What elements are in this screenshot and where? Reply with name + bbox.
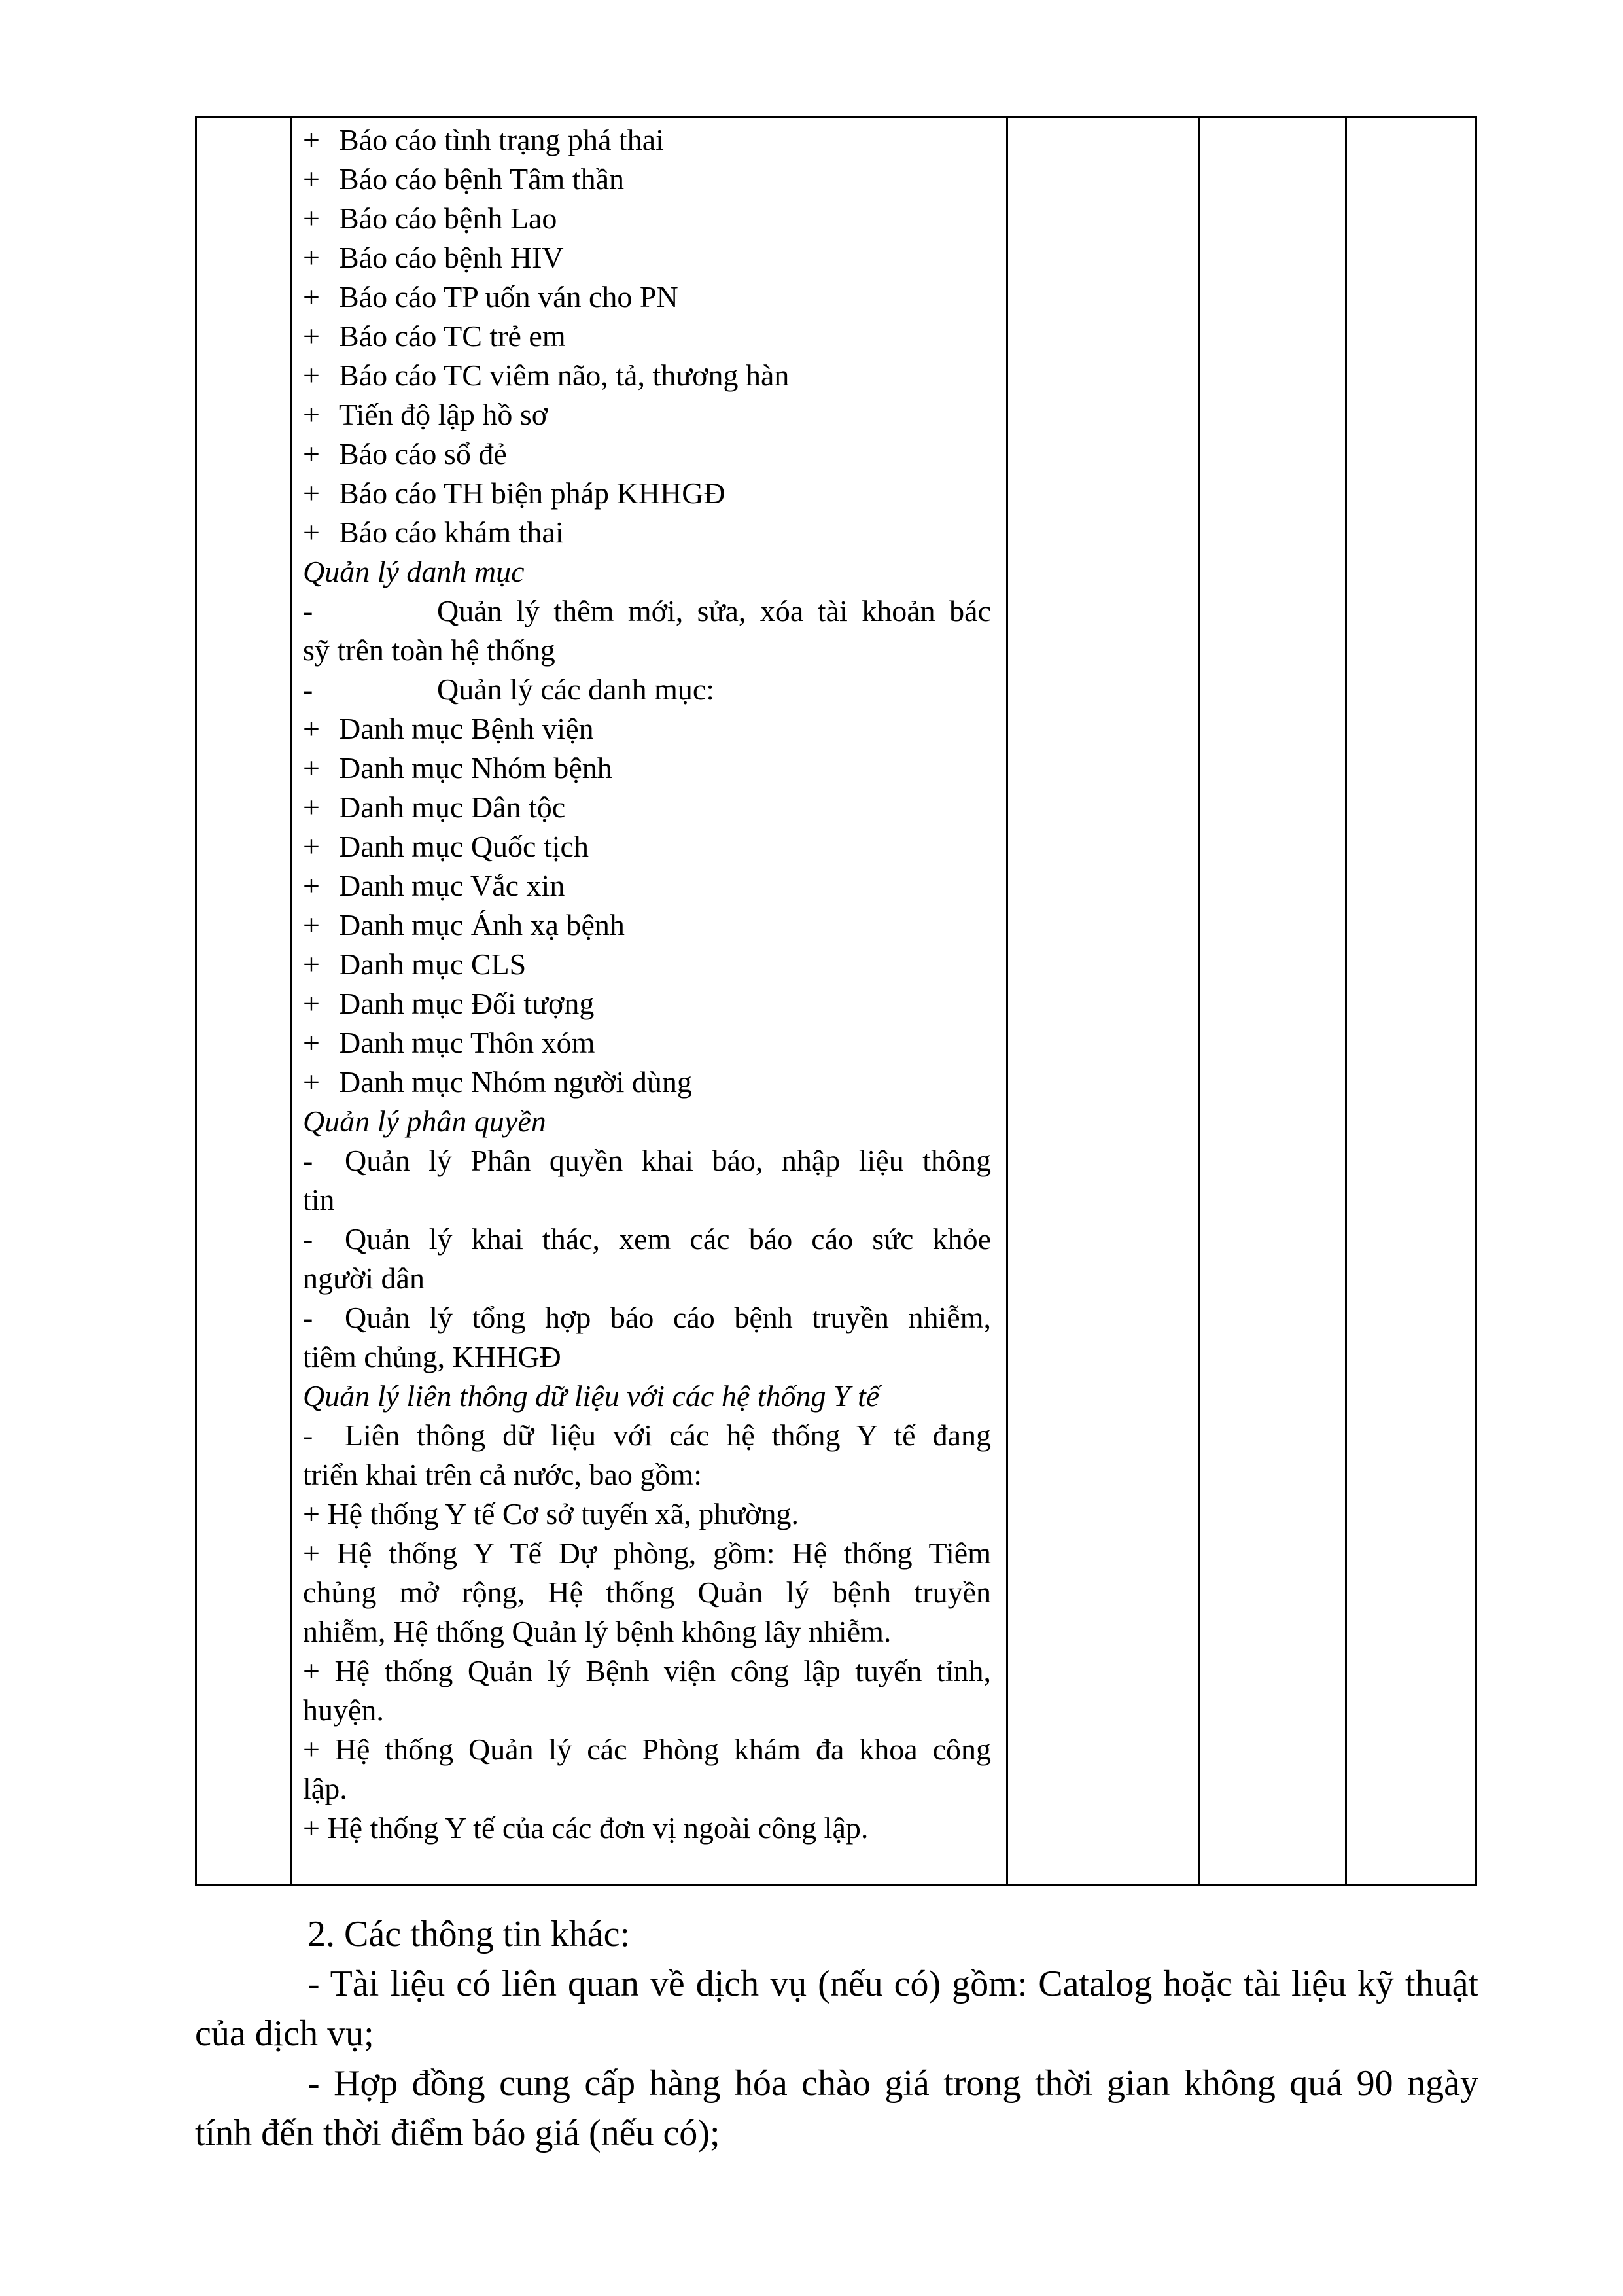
plus-bullet: + [303, 712, 320, 745]
report-list-item-text: Báo cáo khám thai [339, 516, 564, 549]
catalog-list-item-text: Danh mục Dân tộc [339, 790, 566, 824]
report-list-item [303, 277, 991, 317]
catalog-dash-line-text: Quản lý thêm mới, sửa, xóa tài khoản bác [437, 594, 991, 627]
report-list-item-text: Báo cáo TC trẻ em [339, 319, 566, 353]
catalog-list-item [303, 827, 991, 866]
report-list-item [303, 356, 991, 395]
plus-bullet: + [303, 751, 320, 785]
report-list-item [303, 395, 991, 434]
section2-para1-line2: của dịch vụ; [195, 2013, 374, 2054]
report-list-item-text: Báo cáo tình trạng phá thai [339, 123, 664, 156]
catalog-dash-line-text: Quản lý các danh mục: [437, 673, 715, 706]
link-system-item-cont: nhiễm, Hệ thống Quản lý bệnh không lây nhiễm. [303, 1615, 892, 1648]
catalog-section-heading: Quản lý danh mục [303, 555, 525, 588]
link-section-heading: Quản lý liên thông dữ liệu với các hệ thống Y tế [303, 1379, 880, 1413]
plus-bullet: + [303, 359, 320, 392]
permission-item-cont: tiêm chủng, KHHGĐ [303, 1340, 561, 1373]
report-list-item-text: Báo cáo TC viêm não, tả, thương hàn [339, 359, 790, 392]
catalog-list-item [303, 945, 991, 984]
section2-title: 2. Các thông tin khác: [307, 1914, 631, 1954]
section2-para2-line2: tính đến thời điểm báo giá (nếu có); [195, 2113, 720, 2153]
plus-bullet: + [303, 398, 320, 431]
report-list-item [303, 199, 991, 238]
plus-bullet: + [303, 123, 320, 156]
catalog-list-item [303, 866, 991, 906]
plus-bullet: + [303, 908, 320, 942]
catalog-list-item-text: Danh mục Nhóm người dùng [339, 1065, 692, 1099]
plus-bullet: + [303, 476, 320, 510]
plus-bullet: + [303, 790, 320, 824]
catalog-list-item-text: Danh mục Đối tượng [339, 987, 595, 1020]
catalog-list-item [303, 984, 991, 1023]
plus-bullet: + [303, 1065, 320, 1099]
plus-bullet: + [303, 241, 320, 274]
requirements-table [195, 116, 1477, 1886]
link-system-item: + Hệ thống Y tế của các đơn vị ngoài công lập. [303, 1811, 869, 1845]
catalog-list-item [303, 709, 991, 749]
column-divider-3 [1198, 118, 1200, 1884]
section2-para1-line1: - Tài liệu có liên quan về dịch vụ (nếu có) gồm: Catalog hoặc tài liệu kỹ thuật [307, 1964, 1478, 2004]
report-list-item-text: Báo cáo bệnh Tâm thần [339, 162, 625, 196]
permission-item-text: Quản lý khai thác, xem các báo cáo sức khỏe [345, 1222, 991, 1256]
dash-bullet: - [303, 1222, 313, 1256]
section2-para2-line1: - Hợp đồng cung cấp hàng hóa chào giá trong thời gian không quá 90 ngày [307, 2063, 1478, 2104]
report-list-item [303, 434, 991, 474]
report-list-item-text: Báo cáo bệnh HIV [339, 241, 564, 274]
plus-bullet: + [303, 1026, 320, 1059]
link-system-item-cont: huyện. [303, 1693, 384, 1727]
dash-bullet: - [303, 1301, 313, 1334]
dash-bullet: - [303, 594, 313, 627]
report-list-item-text: Báo cáo TH biện pháp KHHGĐ [339, 476, 725, 510]
permission-item [303, 1298, 991, 1337]
plus-bullet: + [303, 947, 320, 981]
catalog-list-item-text: Danh mục Bệnh viện [339, 712, 594, 745]
report-list-item [303, 317, 991, 356]
report-list-item-text: Báo cáo TP uốn ván cho PN [339, 280, 678, 313]
catalog-list-item-text: Danh mục Ánh xạ bệnh [339, 908, 625, 942]
plus-bullet: + [303, 830, 320, 863]
link-system-item: + Hệ thống Y tế Cơ sở tuyến xã, phường. [303, 1497, 799, 1530]
plus-bullet: + [303, 319, 320, 353]
report-list-item-text: Báo cáo bệnh Lao [339, 202, 557, 235]
catalog-list-item [303, 906, 991, 945]
column-divider-1 [290, 118, 292, 1884]
catalog-list-item-text: Danh mục Nhóm bệnh [339, 751, 612, 785]
report-list-item [303, 238, 991, 277]
plus-bullet: + [303, 162, 320, 196]
link-system-item: + Hệ thống Quản lý Bệnh viện công lập tuyến tỉnh, [303, 1654, 991, 1687]
catalog-dash-line [303, 670, 991, 709]
report-list-item [303, 160, 991, 199]
catalog-list-item-text: Danh mục Vắc xin [339, 869, 565, 902]
link-system-item: + Hệ thống Y Tế Dự phòng, gồm: Hệ thống Tiêm [303, 1536, 991, 1570]
link-item-text: Liên thông dữ liệu với các hệ thống Y tế đang [345, 1419, 991, 1452]
report-list-item [303, 474, 991, 513]
link-item-cont: triển khai trên cả nước, bao gồm: [303, 1458, 702, 1491]
report-list-item [303, 513, 991, 552]
plus-bullet: + [303, 437, 320, 470]
catalog-list-item [303, 788, 991, 827]
catalog-dash-line-cont: sỹ trên toàn hệ thống [303, 633, 555, 667]
catalog-list-item [303, 749, 991, 788]
plus-bullet: + [303, 202, 320, 235]
dash-bullet: - [303, 1419, 313, 1452]
catalog-list-item [303, 1023, 991, 1063]
link-item [303, 1416, 991, 1455]
catalog-list-item-text: Danh mục CLS [339, 947, 527, 981]
catalog-list-item-text: Danh mục Quốc tịch [339, 830, 589, 863]
permission-item [303, 1141, 991, 1180]
dash-bullet: - [303, 1144, 313, 1177]
dash-bullet: - [303, 673, 313, 706]
permission-section-heading: Quản lý phân quyền [303, 1104, 546, 1138]
plus-bullet: + [303, 987, 320, 1020]
permission-item-cont: tin [303, 1183, 335, 1216]
permission-item-text: Quản lý tổng hợp báo cáo bệnh truyền nhiễm, [345, 1301, 991, 1334]
plus-bullet: + [303, 280, 320, 313]
catalog-list-item-text: Danh mục Thôn xóm [339, 1026, 595, 1059]
column-divider-2 [1006, 118, 1008, 1884]
permission-item [303, 1220, 991, 1259]
report-list-item-text: Tiến độ lập hồ sơ [339, 398, 548, 431]
plus-bullet: + [303, 516, 320, 549]
permission-item-cont: người dân [303, 1262, 425, 1295]
catalog-list-item [303, 1063, 991, 1102]
report-list-item [303, 120, 991, 160]
link-system-item: + Hệ thống Quản lý các Phòng khám đa khoa công [303, 1733, 991, 1766]
catalog-dash-line [303, 592, 991, 631]
permission-item-text: Quản lý Phân quyền khai báo, nhập liệu thông [345, 1144, 991, 1177]
link-system-item-cont: lập. [303, 1772, 347, 1805]
column-divider-4 [1345, 118, 1347, 1884]
plus-bullet: + [303, 869, 320, 902]
description-cell [303, 118, 991, 1848]
link-system-item-cont: chủng mở rộng, Hệ thống Quản lý bệnh truyền [303, 1576, 991, 1609]
report-list-item-text: Báo cáo sổ đẻ [339, 437, 507, 470]
